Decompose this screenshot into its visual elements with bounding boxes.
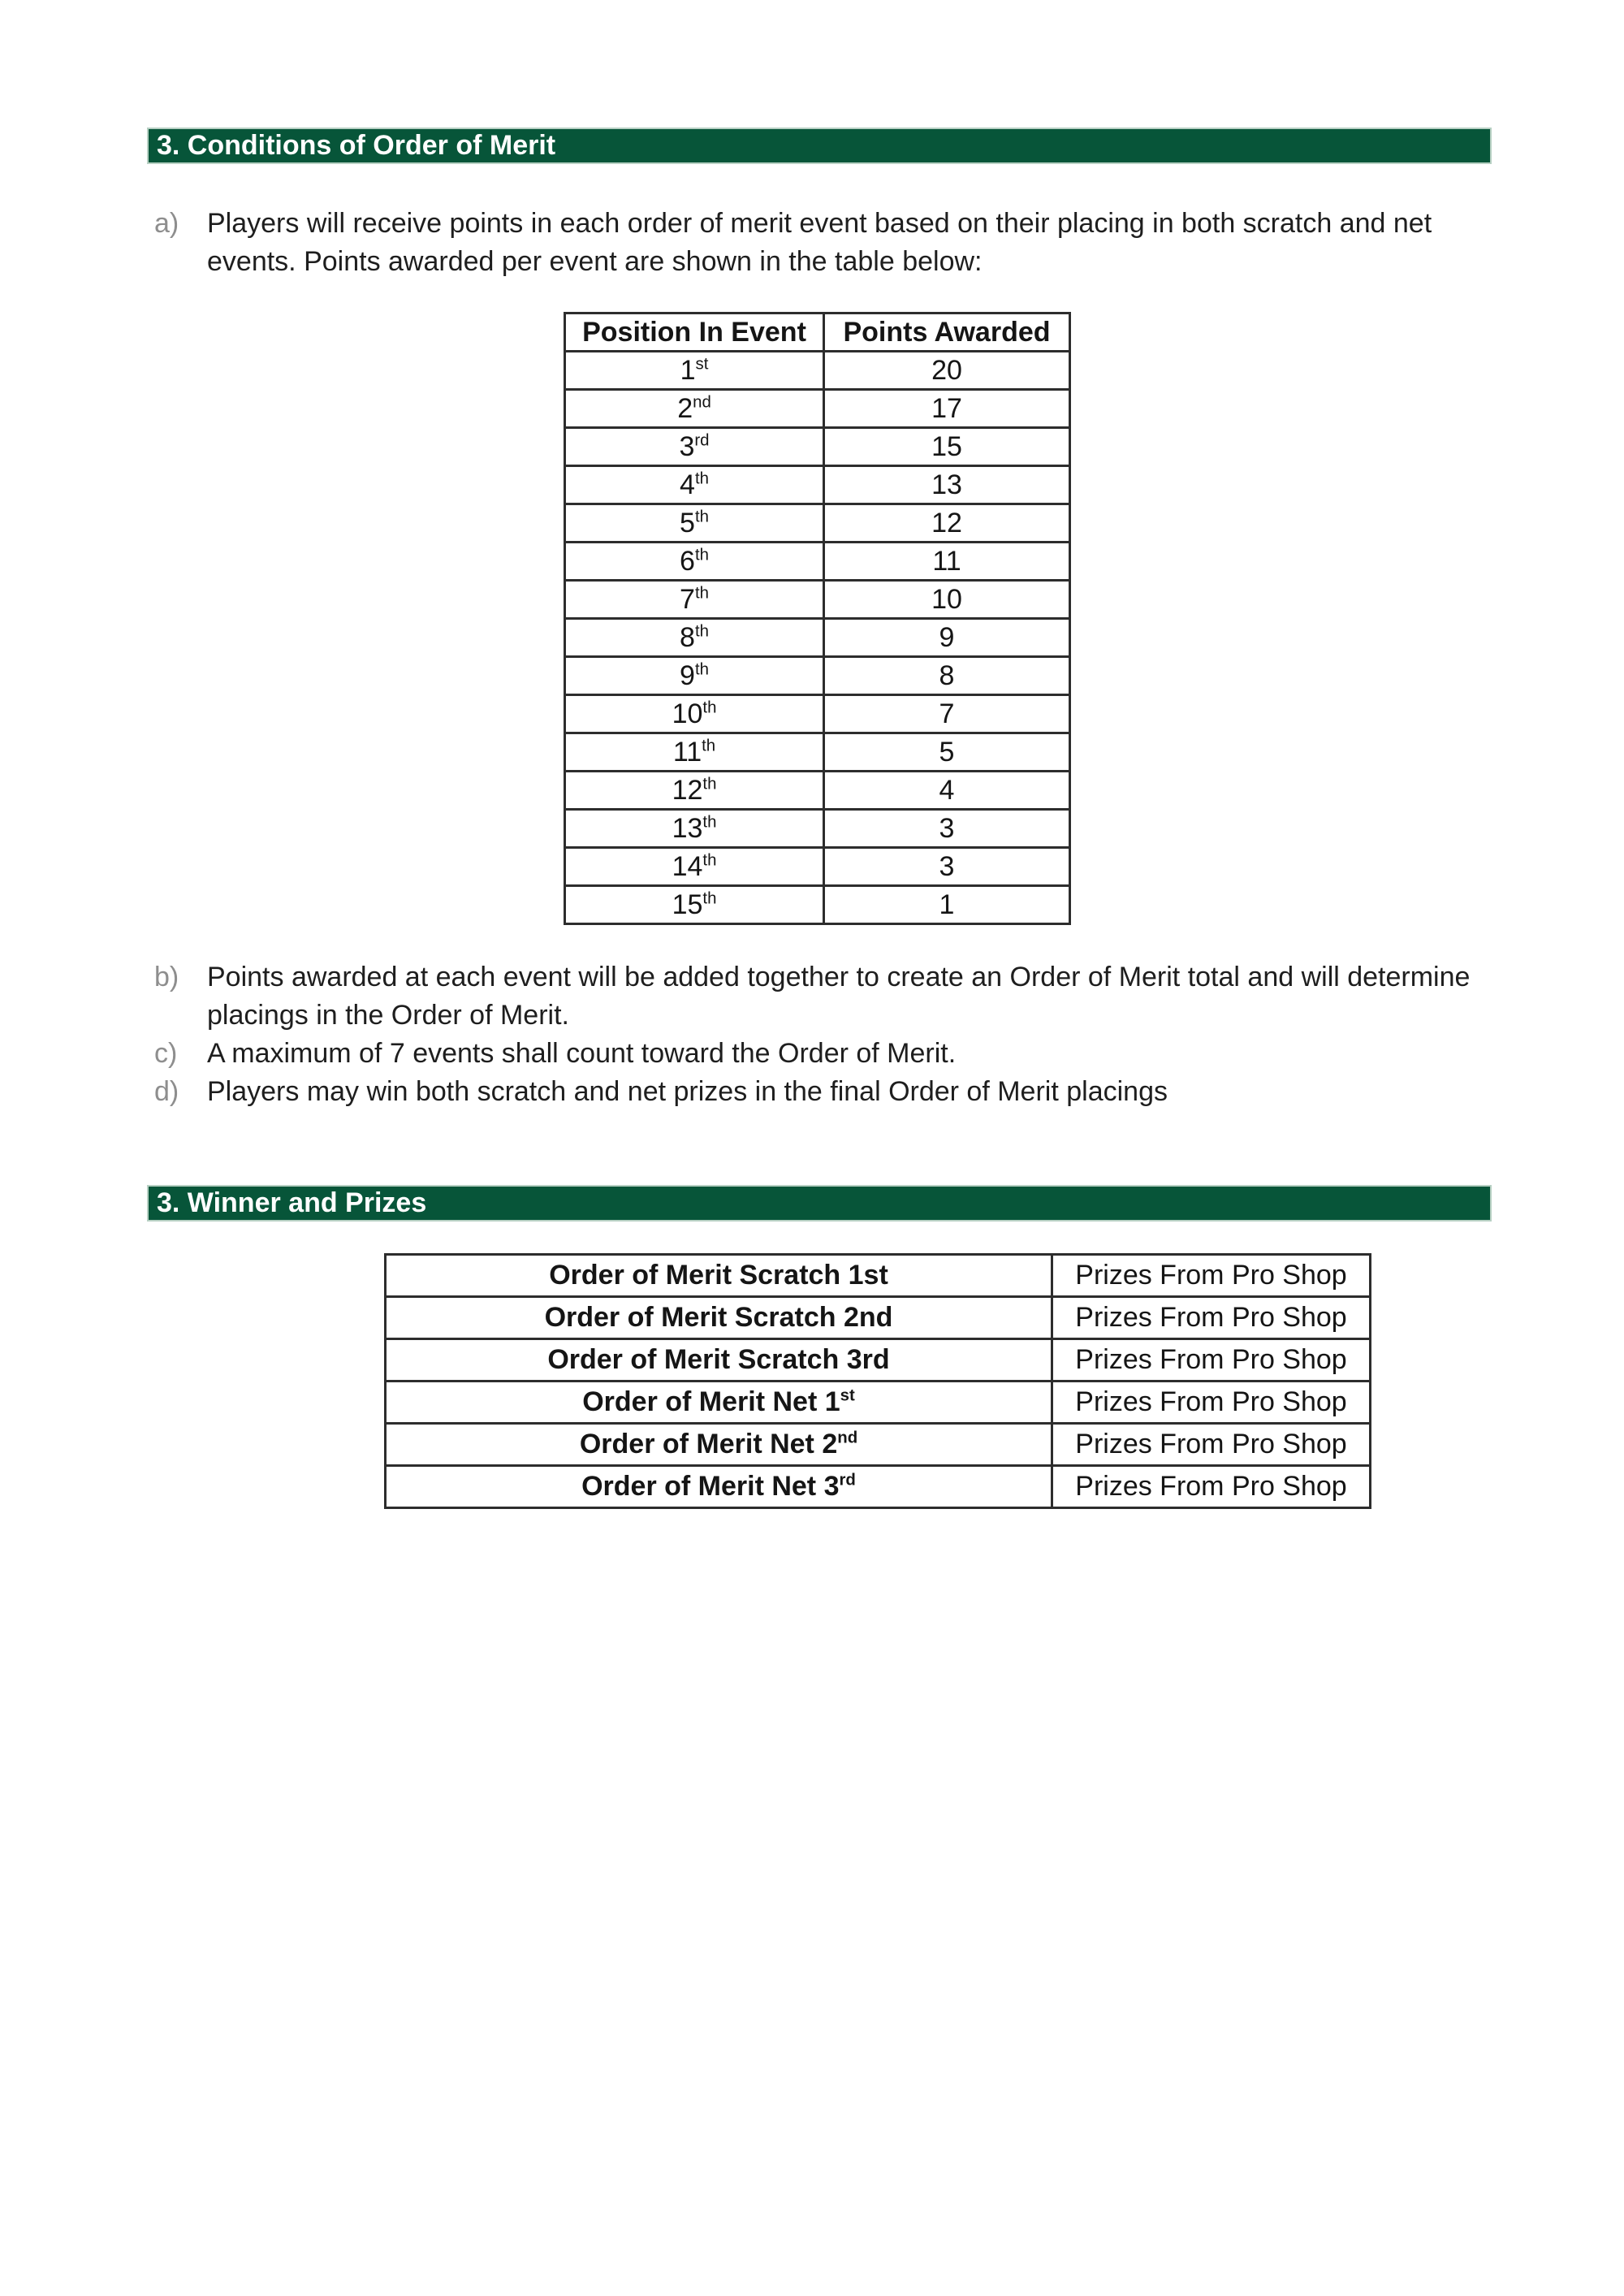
position-value: 7 [680,583,695,615]
points-table-row [565,772,1070,810]
position-value: 15 [672,889,703,920]
prize-value-cell: Prizes From Pro Shop [1052,1255,1371,1297]
points-table-header-position: Position In Event [565,313,824,352]
prize-value-cell: Prizes From Pro Shop [1052,1424,1371,1466]
list-text-c: A maximum of 7 events shall count toward the Order of Merit. [207,1038,957,1069]
prize-place-label: Order of Merit Scratch 2nd [544,1302,893,1333]
position-ordinal-suffix: th [702,889,717,908]
points-table-row [565,657,1070,695]
prize-value-cell: Prizes From Pro Shop [1052,1466,1371,1508]
prizes-table-row [386,1466,1371,1508]
list-marker-b: b) [154,962,179,992]
position-value: 8 [680,621,695,653]
prize-place-ordinal-suffix: nd [837,1429,858,1447]
position-ordinal-suffix: th [694,660,709,679]
points-cell: 11 [824,543,1070,581]
list-block-bcd [154,958,1498,1111]
prize-value-cell: Prizes From Pro Shop [1052,1297,1371,1339]
position-ordinal-suffix: th [694,508,709,526]
points-table-header-row [565,313,1070,352]
position-cell [565,390,824,428]
winner-prizes-table [384,1253,1371,1509]
position-cell [565,504,824,543]
points-table-row [565,695,1070,733]
position-ordinal-suffix: rd [694,431,710,450]
position-cell [565,657,824,695]
position-cell [565,466,824,504]
points-cell: 4 [824,772,1070,810]
points-table-header-points: Points Awarded [824,313,1070,352]
position-ordinal-suffix: th [702,813,717,832]
prize-place-ordinal-suffix: rd [839,1471,856,1490]
points-table-row [565,848,1070,886]
prize-place-ordinal-suffix: st [840,1386,855,1405]
position-cell [565,772,824,810]
points-cell: 3 [824,810,1070,848]
list-item-b [154,958,1498,1035]
position-cell [565,733,824,772]
position-ordinal-suffix: st [695,355,709,374]
prize-value-cell: Prizes From Pro Shop [1052,1381,1371,1424]
prize-place-cell [386,1255,1052,1297]
position-cell [565,619,824,657]
prizes-table-row [386,1424,1371,1466]
points-table-row [565,810,1070,848]
section-header-winner-and-prizes: 3. Winner and Prizes [147,1185,1492,1222]
points-cell: 1 [824,886,1070,924]
points-table-row [565,428,1070,466]
points-table-row [565,352,1070,390]
points-table-row [565,886,1070,924]
list-text-a: Players will receive points in each order of merit event based on their placing in both scratch and net events. Points awarded per event are shown in the table below: [207,208,1432,277]
points-table-row [565,390,1070,428]
position-value: 10 [672,698,703,729]
position-value: 6 [680,545,695,577]
points-cell: 10 [824,581,1070,619]
section-header-conditions-of-order-of-merit: 3. Conditions of Order of Merit [147,128,1492,164]
position-ordinal-suffix: th [702,737,716,755]
position-cell [565,848,824,886]
prizes-table-row [386,1381,1371,1424]
position-ordinal-suffix: nd [693,393,711,412]
position-cell [565,581,824,619]
position-cell [565,543,824,581]
list-marker-d: d) [154,1076,179,1107]
position-cell [565,695,824,733]
position-value: 13 [672,812,703,844]
prize-place-label: Order of Merit Net 2 [579,1429,838,1459]
position-ordinal-suffix: th [702,698,717,717]
position-ordinal-suffix: th [694,584,709,603]
prizes-table-row [386,1297,1371,1339]
position-ordinal-suffix: th [702,851,717,870]
position-ordinal-suffix: th [702,775,717,793]
prize-place-cell [386,1339,1052,1381]
list-text-d: Players may win both scratch and net prizes in the final Order of Merit placings [207,1076,1168,1107]
prize-place-label: Order of Merit Net 1 [582,1386,840,1417]
position-value: 11 [672,736,702,767]
points-cell: 17 [824,390,1070,428]
list-marker-a: a) [154,208,179,239]
prize-value-cell: Prizes From Pro Shop [1052,1339,1371,1381]
points-cell: 13 [824,466,1070,504]
points-table-row [565,581,1070,619]
list-marker-c: c) [154,1038,178,1069]
position-value: 2 [677,392,693,424]
position-value: 3 [679,430,695,462]
points-table-row [565,466,1070,504]
position-ordinal-suffix: th [694,622,709,641]
prizes-table-row [386,1339,1371,1381]
points-cell: 3 [824,848,1070,886]
points-table-row [565,733,1070,772]
prize-place-cell [386,1466,1052,1508]
points-cell: 12 [824,504,1070,543]
list-item-a [154,205,1498,281]
position-value: 5 [680,507,695,538]
position-value: 1 [680,354,696,386]
position-cell [565,352,824,390]
position-value: 9 [680,659,695,691]
prize-place-cell [386,1424,1052,1466]
prize-place-label: Order of Merit Scratch 1st [549,1260,888,1291]
points-cell: 15 [824,428,1070,466]
list-block-a [154,205,1498,281]
position-value: 14 [672,850,703,882]
list-item-c [154,1035,1498,1073]
position-ordinal-suffix: th [694,469,709,488]
points-cell: 7 [824,695,1070,733]
list-text-b: Points awarded at each event will be added together to create an Order of Merit total and will determine placings in the Order of Merit. [207,962,1471,1031]
prize-place-cell [386,1297,1052,1339]
points-cell: 20 [824,352,1070,390]
points-cell: 5 [824,733,1070,772]
points-cell: 8 [824,657,1070,695]
position-ordinal-suffix: th [694,546,709,564]
points-cell: 9 [824,619,1070,657]
prize-place-cell [386,1381,1052,1424]
points-table-row [565,543,1070,581]
position-cell [565,810,824,848]
position-cell [565,428,824,466]
prize-place-label: Order of Merit Net 3 [581,1471,840,1502]
position-value: 12 [672,774,703,806]
points-awarded-table [564,312,1071,925]
prizes-table-row [386,1255,1371,1297]
position-cell [565,886,824,924]
position-value: 4 [680,469,695,500]
points-table-row [565,504,1070,543]
prize-place-label: Order of Merit Scratch 3rd [547,1344,890,1375]
list-item-d [154,1073,1498,1111]
points-table-row [565,619,1070,657]
